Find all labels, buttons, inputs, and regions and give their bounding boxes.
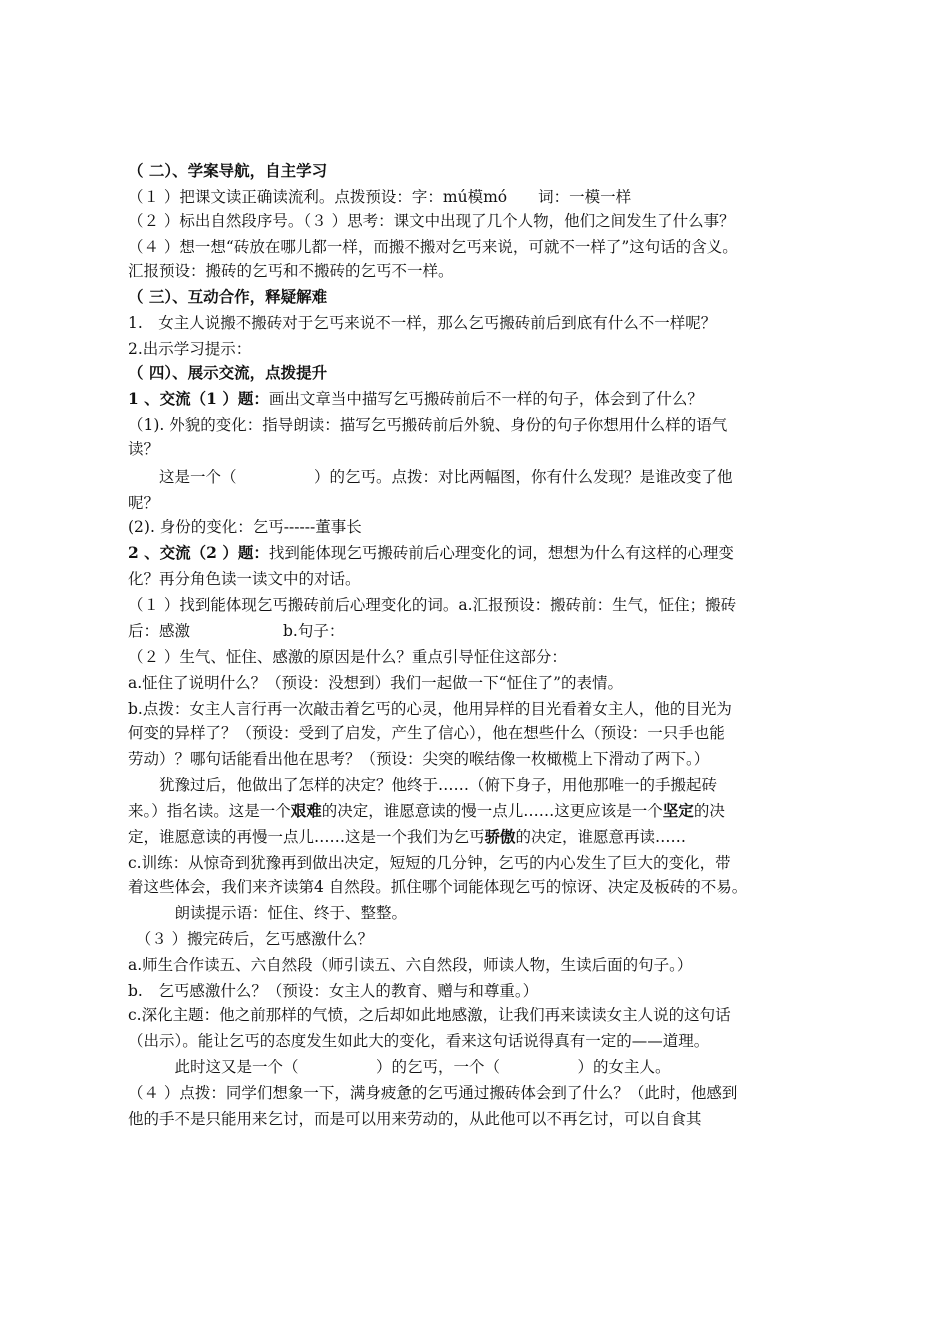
text-line [128, 388, 828, 410]
text-line [128, 800, 828, 822]
text-line: （１ ）找到能体现乞丐搬砖前后心理变化的词。a.汇报预设：搬砖前：生气，怔住；搬砖 [128, 596, 737, 614]
text-run: 的决定，谁愿意再读…… [515, 828, 687, 846]
text-line: 2.出示学习提示： [128, 340, 252, 358]
text-line: c.深化主题：他之前那样的气愤，之后却如此地感激，让我们再来读读女主人说的这句话 [128, 1006, 731, 1024]
text-line: （２ ）生气、怔住、感激的原因是什么？重点引导怔住这部分： [128, 648, 567, 666]
text-run: 找到能体现乞丐搬砖前后心理变化的词，想想为什么有这样的心理变 [268, 544, 734, 562]
text-line: (2). 身份的变化：乞丐------董事长 [128, 518, 362, 536]
text-line: 劳动）？哪句话能看出他在思考？（预设：尖突的喉结像一枚橄榄上下滑动了两下。） [128, 750, 710, 768]
text-line: 1. 女主人说搬不搬砖对于乞丐来说不一样，那么乞丐搬砖前后到底有什么不一样呢？ [128, 314, 717, 332]
text-line [128, 826, 828, 848]
text-line [128, 542, 828, 564]
text-line: 朗读提示语：怔住、终于、整整。 [128, 904, 408, 922]
text-line: （４ ）点拨：同学们想象一下，满身疲惫的乞丐通过搬砖体会到了什么？（此时，他感到 [128, 1084, 738, 1102]
text-line: a.师生合作读五、六自然段（师引读五、六自然段，师读人物，生读后面的句子。） [128, 956, 693, 974]
text-line: （1). 外貌的变化：指导朗读：描写乞丐搬砖前后外貌、身份的句子你想用什么样的语气 [128, 416, 728, 434]
text-line: 这是一个（ ）的乞丐。点拨：对比两幅图，你有什么发现？是谁改变了他 [128, 468, 733, 486]
text-line: 后：感激 b.句子： [128, 622, 345, 640]
text-line: 着这些体会，我们来齐读第4 自然段。抓住哪个词能体现乞丐的惊讶、决定及板砖的不易。 [128, 878, 748, 896]
text-run: 定，谁愿意读的再慢一点儿……这是一个我们为乞丐 [128, 828, 485, 846]
section-heading-2: （ 二）、学案导航，自主学习 [128, 161, 328, 180]
text-line: 读？ [128, 440, 160, 458]
text-run: 的决 [693, 802, 725, 820]
text-run: 来。）指名读。这是一个 [128, 802, 291, 820]
text-line: 何变的异样了？（预设：受到了启发，产生了信心），他在想些什么（预设：一只手也能 [128, 724, 725, 742]
text-line: 呢？ [128, 494, 160, 512]
exchange-label-1: 1 、交流（1 ）题： [128, 389, 269, 408]
emphasis-word: 坚定 [662, 801, 694, 820]
text-run: 的决定，谁愿意读的慢一点儿……这更应该是一个 [321, 802, 663, 820]
text-line: 犹豫过后，他做出了怎样的决定？他终于……（俯下身子，用他那唯一的手搬起砖 [128, 776, 718, 794]
text-line: （３ ）搬完砖后，乞丐感激什么？ [128, 930, 374, 948]
text-line: 化？再分角色读一读文中的对话。 [128, 570, 361, 588]
emphasis-word: 艰难 [290, 801, 322, 820]
text-line: （２ ）标出自然段序号。（３ ）思考：课文中出现了几个人物，他们之间发生了什么事？ [128, 212, 735, 230]
text-line: 他的手不是只能用来乞讨，而是可以用来劳动的，从此他可以不再乞讨，可以自食其 [128, 1110, 702, 1128]
text-line: （１ ）把课文读正确读流利。点拨预设：字：mú模mó 词：一模一样 [128, 188, 632, 206]
text-line: （出示）。能让乞丐的态度发生如此大的变化，看来这句话说得真有一定的——道理。 [128, 1032, 710, 1050]
text-line: b.点拨：女主人言行再一次敲击着乞丐的心灵，他用异样的目光看着女主人，他的目光为 [128, 700, 732, 718]
text-line: a.怔住了说明什么？（预设：没想到）我们一起做一下“怔住了”的表情。 [128, 674, 624, 692]
exchange-label-2: 2 、交流（2 ）题： [128, 543, 269, 562]
text-line: （４ ）想一想“砖放在哪儿都一样，而搬不搬对乞丐来说，可就不一样了”这句话的含义。 [128, 238, 738, 256]
text-line: c.训练：从惊奇到犹豫再到做出决定，短短的几分钟，乞丐的内心发生了巨大的变化，带 [128, 854, 731, 872]
section-heading-3: （ 三）、互动合作，释疑解难 [128, 287, 328, 306]
text-run: 画出文章当中描写乞丐搬砖前后不一样的句子，体会到了什么？ [268, 390, 703, 408]
text-line: 汇报预设：搬砖的乞丐和不搬砖的乞丐不一样。 [128, 262, 454, 280]
emphasis-word: 骄傲 [484, 827, 516, 846]
text-line: b. 乞丐感激什么？（预设：女主人的教育、赠与和尊重。） [128, 982, 539, 1000]
section-heading-4: （ 四）、展示交流，点拨提升 [128, 363, 328, 382]
text-line: 此时这又是一个（ ）的乞丐，一个（ ）的女主人。 [128, 1058, 671, 1076]
